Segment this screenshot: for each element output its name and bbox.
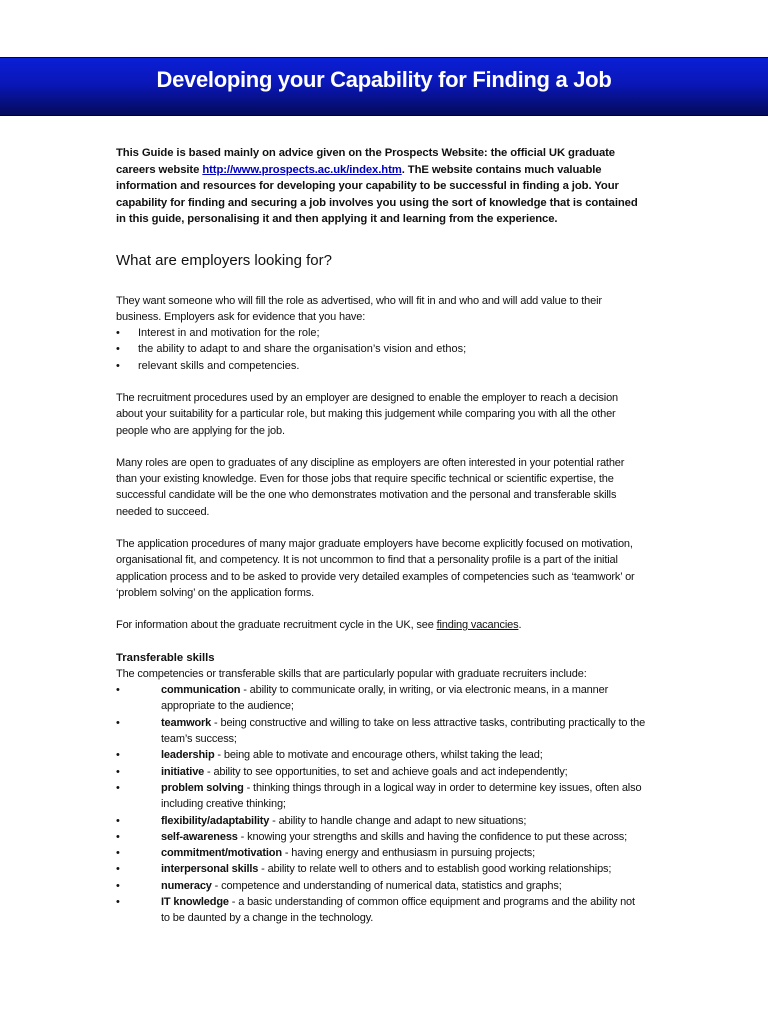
skills-list xyxy=(116,682,646,926)
list-item: • flexibility/adaptability - ability to handle change and adapt to new situations; xyxy=(116,813,646,829)
page-title: Developing your Capability for Finding a Job xyxy=(156,67,612,92)
list-item: • initiative - ability to see opportunities, to set and achieve goals and act independently; xyxy=(116,764,646,780)
bullet: • xyxy=(116,781,120,794)
list-item: • leadership - being able to motivate and encourage others, whilst taking the lead; xyxy=(116,747,646,763)
list-item: • interpersonal skills - ability to relate well to others and to establish good working relationships; xyxy=(116,861,646,877)
prospects-link[interactable]: http://www.prospects.ac.uk/index.htm xyxy=(202,163,402,176)
bullet: • xyxy=(116,863,120,876)
bullet: • xyxy=(116,847,120,860)
list-item: • communication - ability to communicate orally, in writing, or via electronic means, in a manner appropriate to the audience; xyxy=(116,684,609,713)
bullet: • xyxy=(116,830,120,843)
intro-text-after: . ThE website contains much valuable information and resources for developing your capability to be successful in finding a job. Your capability for finding and securing a job involves you using the sort of knowledge that is contained in this guide, personalising it and then applying it and learning from the experience. xyxy=(116,163,638,225)
paragraph-employers-want: They want someone who will fill the role as advertised, who will fit in and who and will add value to their business. Employers ask for evidence that you have: xyxy=(116,294,602,323)
intro-paragraph xyxy=(116,145,646,228)
list-item: • the ability to adapt to and share the organisation’s vision and ethos; xyxy=(116,341,646,357)
paragraph-application-procedures: The application procedures of many major graduate employers have become explicitly focused on motivation, organisational fit, and competency. It is not uncommon to find that a personality profile is a part of the initial application process and to be asked to provide very detailed examples of competencies such as ‘teamwork’ or ‘problem solving’ on the application forms. xyxy=(116,538,635,599)
list-item: • IT knowledge - a basic understanding of common office equipment and programs and the ability not to be daunted by a change in the technology. xyxy=(116,896,635,925)
paragraph-recruitment-cycle: For information about the graduate recruitment cycle in the UK, see finding vacancies. xyxy=(116,619,522,632)
list-item: • problem solving - thinking things through in a logical way in order to determine key issues, often also including creative thinking; xyxy=(116,781,642,811)
bullet: • xyxy=(116,684,120,697)
bullet: • xyxy=(116,343,120,356)
title-banner xyxy=(0,57,768,116)
bullet: • xyxy=(116,327,120,340)
bullet: • xyxy=(116,765,120,778)
section-heading: What are employers looking for? xyxy=(116,251,332,269)
paragraph-recruitment-procedures: The recruitment procedures used by an employer are designed to enable the employer to reach a decision about your suitability for a particular role, but making this judgement while comparing you with all the other people who are applying for the job. xyxy=(116,391,619,437)
list-item: • commitment/motivation - having energy and enthusiasm in pursuing projects; xyxy=(116,845,646,861)
list-item: • numeracy - competence and understanding of numerical data, statistics and graphs; xyxy=(116,878,646,894)
document-body xyxy=(116,145,646,927)
transferable-skills-heading: Transferable skills xyxy=(116,651,215,664)
finding-vacancies-link[interactable]: finding vacancies xyxy=(436,619,519,632)
list-item: • relevant skills and competencies. xyxy=(116,358,646,374)
list-item: • teamwork - being constructive and willing to take on less attractive tasks, contributing practically to the team’s success; xyxy=(116,716,646,746)
bullet: • xyxy=(116,749,120,762)
bullet: • xyxy=(116,359,120,372)
bullet: • xyxy=(116,879,120,892)
intro-text-before: This Guide is based mainly on advice given on the Prospects Website: the official UK graduate careers website xyxy=(116,147,615,176)
list-item: • Interest in and motivation for the role; xyxy=(116,325,646,341)
bullet: • xyxy=(116,814,120,827)
bullet: • xyxy=(116,896,120,908)
list-item: • self-awareness - knowing your strengths and skills and having the confidence to put these across; xyxy=(116,829,646,845)
evidence-list xyxy=(116,325,646,374)
bullet: • xyxy=(116,716,120,729)
transferable-skills-intro: The competencies or transferable skills that are particularly popular with graduate recruiters include: xyxy=(116,667,587,680)
paragraph-roles-open: Many roles are open to graduates of any discipline as employers are often interested in your potential rather than your existing knowledge. Even for those jobs that require specific technical or scientific expertise, the successful candidate will be the one who demonstrates motivation and the personal and transferable skills needed to succeed. xyxy=(116,456,625,518)
